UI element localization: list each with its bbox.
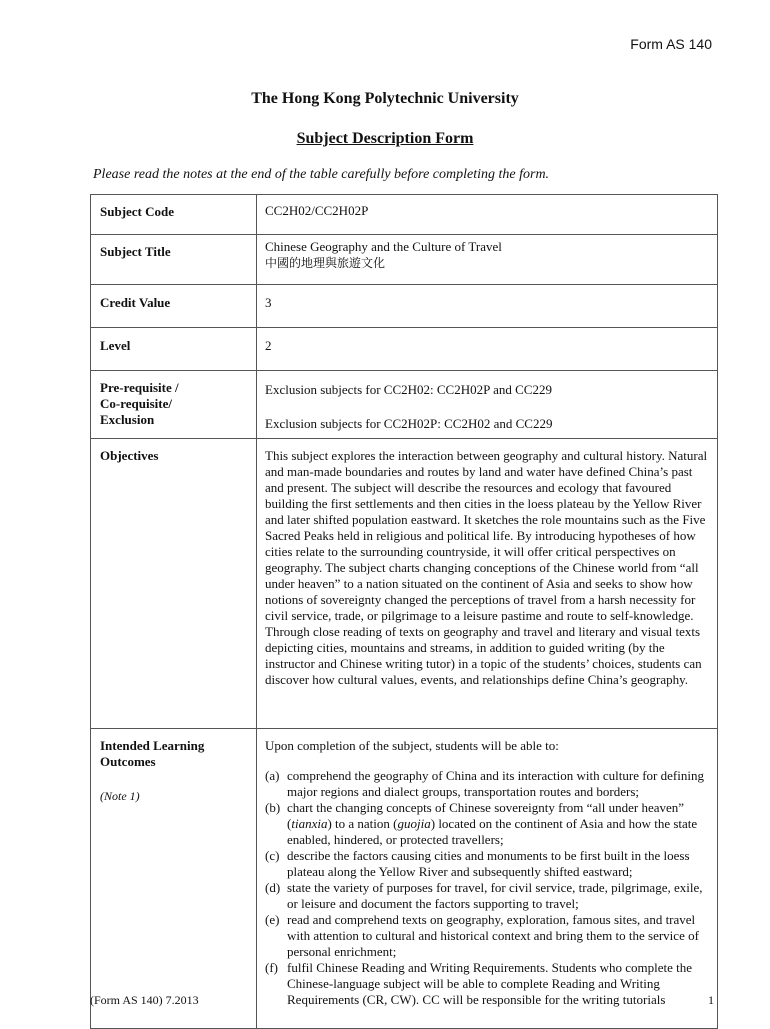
prerequisite-label-line3: Exclusion [100, 412, 155, 427]
row-credit-value [91, 285, 718, 328]
level-label: Level [91, 328, 257, 371]
ilo-item-a: (a) comprehend the geography of China and its interaction with culture for defining major regions and dialect groups, transportation routes and borders; [265, 768, 704, 799]
objectives-text: This subject explores the interaction between geography and cultural history. Natural and man-made boundaries and routes by land and water have defined China’s past and present. The subject will describe the resources and ecology that favoured building the first settlements and then cities in the loess plateau by the Yellow River and later shifted population eastward. It sketches the role mountains such as the Five Sacred Peaks held in religious and political life. By introducing hypotheses of how cities relate to the surrounding countryside, it will offer critical perspectives on geography. The subject charts changing conceptions of the Chinese world from “all under heaven” to a nation situated on the continent of Asia and seeks to show how notions of sovereignty changed the perceptions of travel from a harsh necessity for civil service, trade, or pilgrimage to a leisure pastime and route to self-knowledge. Through close reading of texts on geography and travel and literary and visual texts depicting cities, mountains and streams, in addition to guided writing (by the instructor and Chinese writing tutor) in a topic of the students’ choices, students can discover how cultural values, events, and relationships define China’s geography. [257, 439, 718, 729]
exclusion-line-1: Exclusion subjects for CC2H02: CC2H02P and CC229 [265, 382, 552, 397]
credit-value-label: Credit Value [91, 285, 257, 328]
instruction-text: Please read the notes at the end of the table carefully before completing the form. [93, 167, 550, 182]
ilo-label [91, 729, 257, 1029]
row-subject-title [91, 235, 718, 285]
ilo-intro: Upon completion of the subject, students will be able to: [265, 738, 559, 753]
ilo-list [265, 768, 709, 1008]
row-subject-code [91, 195, 718, 235]
subject-title-value [257, 235, 718, 285]
footer-form-version: (Form AS 140) 7.2013 [90, 993, 199, 1007]
prerequisite-label [91, 371, 257, 439]
subject-description-table [90, 194, 718, 1029]
subject-title-english: Chinese Geography and the Culture of Travel [265, 239, 502, 254]
university-name: The Hong Kong Polytechnic University [251, 90, 519, 107]
ilo-content [257, 729, 718, 1029]
prerequisite-label-line1: Pre-requisite / [100, 380, 179, 395]
form-title: Subject Description Form [296, 130, 474, 147]
subject-code-value: CC2H02/CC2H02P [257, 195, 718, 235]
row-level [91, 328, 718, 371]
subject-code-label: Subject Code [91, 195, 257, 235]
credit-value-value: 3 [257, 285, 718, 328]
objectives-label: Objectives [91, 439, 257, 729]
exclusion-line-2: Exclusion subjects for CC2H02P: CC2H02 and CC229 [265, 416, 553, 431]
form-id: Form AS 140 [630, 36, 712, 52]
ilo-item-d: (d) state the variety of purposes for travel, for civil service, trade, pilgrimage, exile, or leisure and document the factors supporting to travel; [265, 880, 703, 911]
ilo-label-line2: Outcomes [100, 754, 156, 769]
ilo-label-line1: Intended Learning [100, 738, 205, 753]
level-value: 2 [257, 328, 718, 371]
subject-title-label: Subject Title [91, 235, 257, 285]
prerequisite-value [257, 371, 718, 439]
ilo-item-b: (b) chart the changing concepts of Chinese sovereignty from “all under heaven” (tianxia) to a nation (guojia) located on the continent of Asia and how the state enabled, hindered, or protected travellers; [265, 800, 698, 847]
prerequisite-label-line2: Co-requisite/ [100, 396, 172, 411]
row-intended-learning-outcomes [91, 729, 718, 1029]
row-prerequisite [91, 371, 718, 439]
ilo-item-c: (c) describe the factors causing cities and monuments to be first built in the loess plateau along the Yellow River and subsequently shifted eastward; [265, 848, 690, 879]
subject-title-chinese: 中國的地理與旅遊文化 [265, 256, 386, 270]
ilo-item-e: (e) read and comprehend texts on geography, exploration, famous sites, and travel with attention to cultural and historical context and bring them to the service of personal enrichment; [265, 912, 699, 959]
ilo-item-f: (f) fulfil Chinese Reading and Writing Requirements. Students who complete the Chinese-language subject will be able to complete Reading and Writing Requirements (CR, CW). CC will be responsible for the writing tutorials [265, 960, 693, 1007]
footer-page-number: 1 [708, 993, 714, 1007]
ilo-note: (Note 1) [100, 789, 140, 803]
row-objectives [91, 439, 718, 729]
